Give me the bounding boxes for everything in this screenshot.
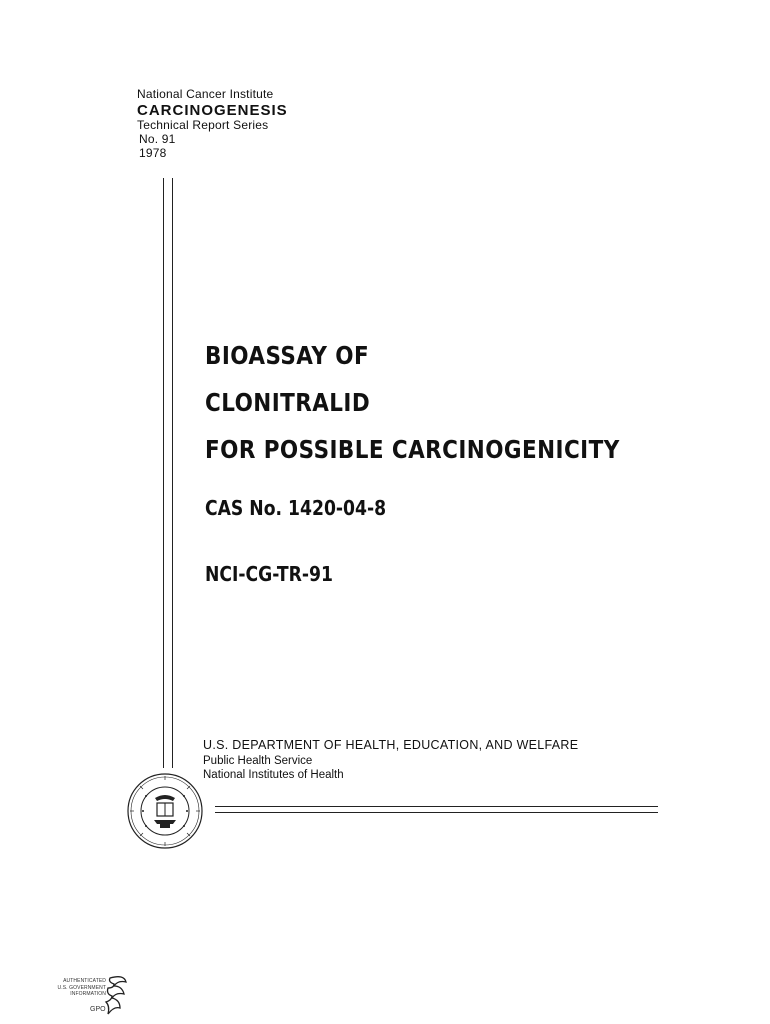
hhs-seal-icon: [126, 772, 204, 850]
report-id: NCI-CG-TR-91: [205, 562, 333, 586]
public-health-service: Public Health Service: [203, 754, 313, 767]
report-number: No. 91: [139, 131, 176, 146]
gpo-eagle-icon: [104, 974, 130, 1018]
title-line-2: CLONITRALID: [205, 388, 371, 417]
national-institutes: National Institutes of Health: [203, 769, 344, 781]
gpo-label: GPO: [90, 1006, 106, 1013]
vertical-rule-left: [163, 178, 164, 768]
report-series: Technical Report Series: [137, 118, 269, 133]
title-line-3: FOR POSSIBLE CARCINOGENICITY: [205, 435, 620, 464]
horizontal-rule-top: [215, 806, 658, 807]
vertical-rule-right: [172, 178, 173, 768]
cas-number: CAS No. 1420-04-8: [205, 496, 387, 520]
department-name: U.S. DEPARTMENT OF HEALTH, EDUCATION, AND WELFARE: [203, 738, 579, 752]
report-year: 1978: [139, 145, 167, 160]
department-block: [203, 738, 578, 782]
gpo-authenticated-badge: [40, 972, 132, 1020]
report-title: [205, 332, 687, 473]
institute-name: National Cancer Institute: [137, 87, 274, 101]
horizontal-rule-bottom: [215, 812, 658, 813]
report-header: [137, 88, 288, 160]
title-line-1: BIOASSAY OF: [205, 341, 370, 370]
gpo-badge-text: AUTHENTICATED U.S. GOVERNMENT INFORMATION: [57, 978, 106, 997]
series-name: CARCINOGENESIS: [137, 101, 288, 119]
